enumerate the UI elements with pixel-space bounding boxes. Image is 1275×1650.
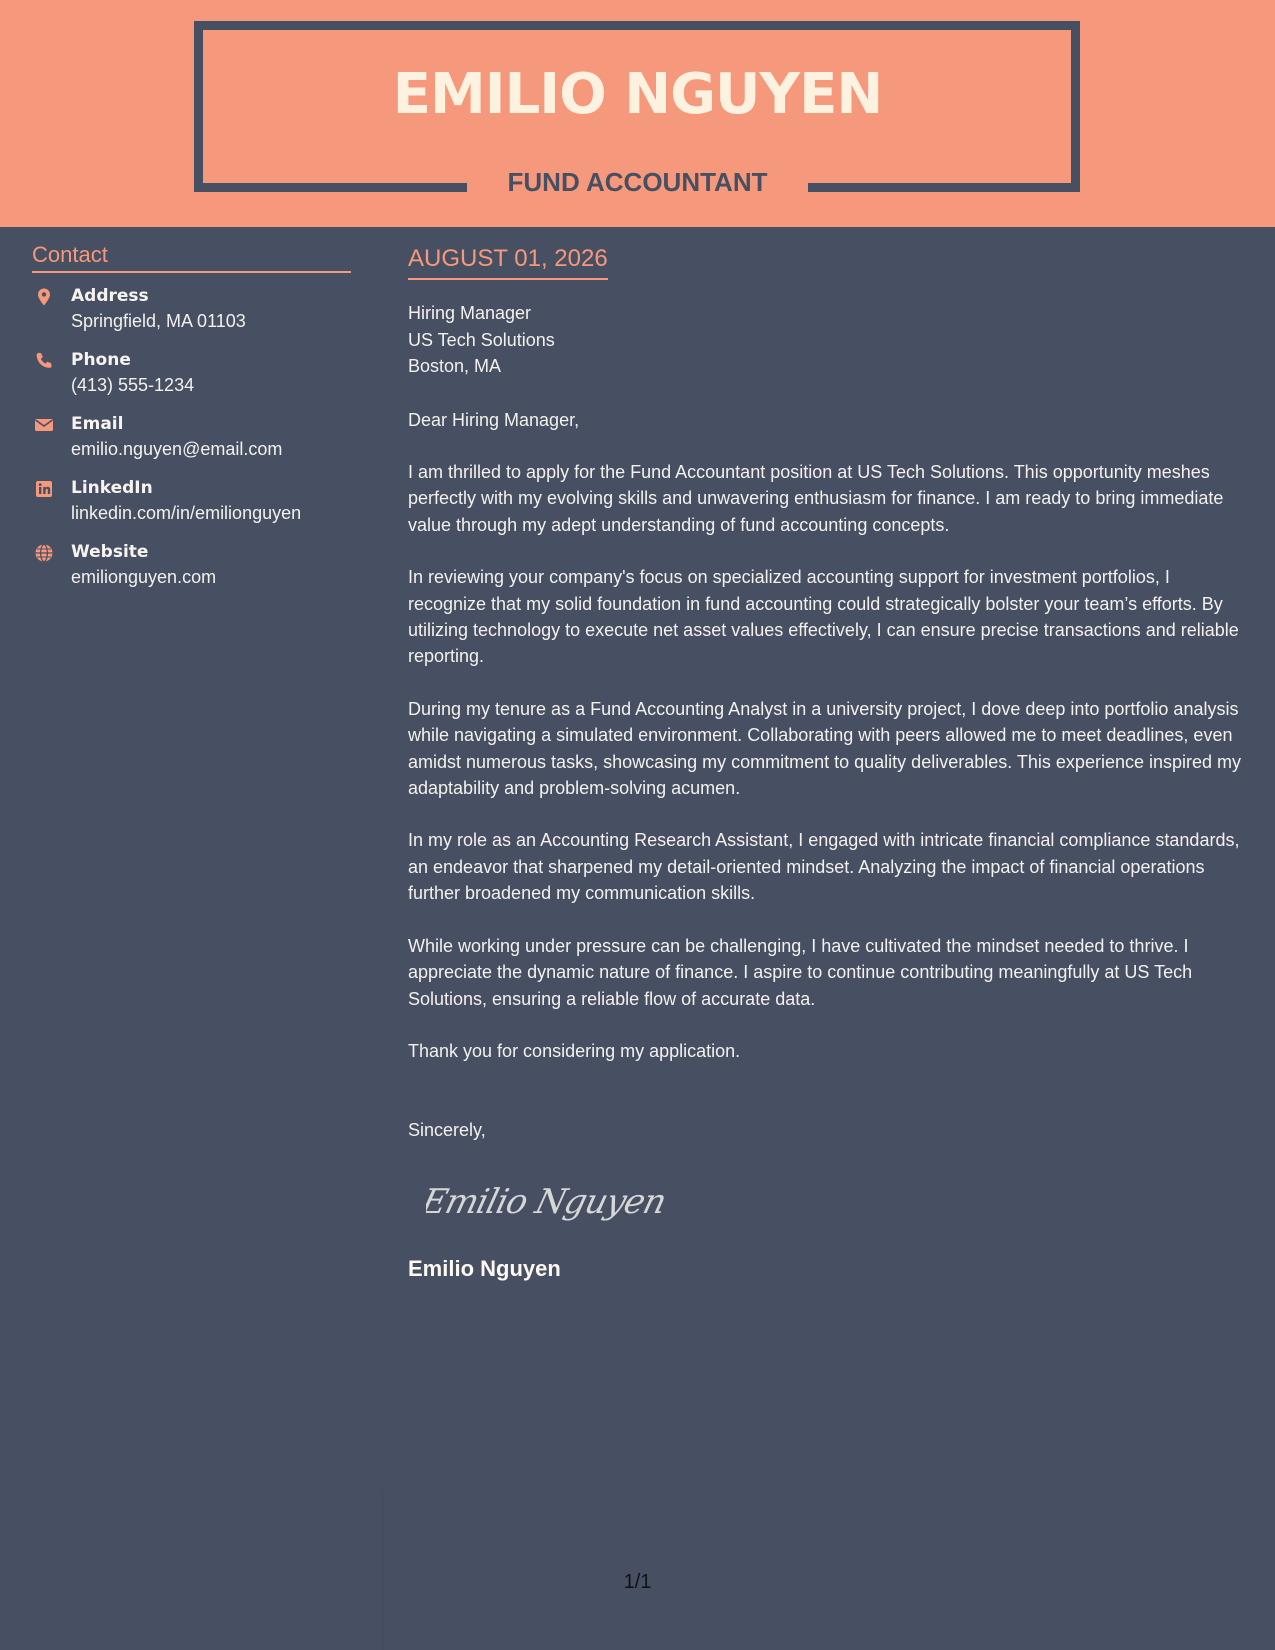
column-divider [382,1490,383,1650]
contact-value: Springfield, MA 01103 [71,311,246,331]
contact-address [32,285,351,333]
contact-email [32,413,351,461]
envelope-icon [34,415,54,435]
header-band [0,0,1275,227]
contact-phone [32,349,351,397]
contact-label: Address [71,286,149,306]
svg-text:Emilio Nguyen: Emilio Nguyen [426,1182,666,1223]
job-title: FUND ACCOUNTANT [507,167,768,197]
recipient-line: US Tech Solutions [408,329,555,350]
body-paragraph: Thank you for considering my application. [408,1040,741,1061]
body-paragraph: In reviewing your company's focus on specialized accounting support for investment portfolios, I recognize that my solid foundation in fund accounting could strategically bolster your team’s efforts. By utilizing technology to execute net asset values effectively, I can ensure precise transactions and reliable reporting. [408,567,1239,667]
page-number: 1/1 [623,1571,652,1593]
contact-label: Email [71,414,124,434]
body-paragraph: During my tenure as a Fund Accounting Analyst in a university project, I dove deep into portfolio analysis while navigating a simulated environment. Collaborating with peers allowed me to meet deadlines, even amidst numerous tasks, showcasing my commitment to quality deliverables. This experience inspired my adaptability and problem-solving acumen. [408,698,1242,799]
contact-value: (413) 555-1234 [71,375,195,395]
body-paragraph: I am thrilled to apply for the Fund Accountant position at US Tech Solutions. This opportunity meshes perfectly with my evolving skills and unwavering enthusiasm for finance. I am ready to bring immediate value through my adept understanding of fund accounting concepts. [408,462,1224,535]
contact-sidebar [32,242,351,605]
contact-label: Website [71,542,149,562]
contact-website [32,541,351,589]
location-pin-icon [34,287,54,307]
recipient-line: Hiring Manager [408,303,532,323]
handwritten-signature [426,1171,666,1231]
contact-label: Phone [71,350,131,370]
contact-value: linkedin.com/in/emilionguyen [71,503,302,523]
contact-value: emilio.nguyen@email.com [71,439,283,459]
contact-linkedin [32,477,351,525]
signer-name: Emilio Nguyen [408,1256,561,1282]
globe-icon [34,543,54,563]
recipient-block [408,300,1248,380]
contact-heading: Contact [32,242,351,273]
recipient-line: Boston, MA [408,356,502,376]
body-paragraph: While working under pressure can be challenging, I have cultivated the mindset needed to thrive. I appreciate the dynamic nature of finance. I aspire to continue contributing meaningfully at US Tech Solutions, ensuring a reliable flow of accurate data. [408,935,1193,1009]
linkedin-icon [34,479,54,499]
applicant-name: EMILIO NGUYEN [392,62,883,127]
letter-body [408,245,1248,1282]
phone-icon [34,351,54,371]
salutation: Dear Hiring Manager, [408,409,580,430]
closing: Sincerely, [408,1120,486,1141]
contact-label: LinkedIn [71,478,153,498]
letter-date: AUGUST 01, 2026 [408,245,608,280]
body-paragraph: In my role as an Accounting Research Assistant, I engaged with intricate financial compliance standards, an endeavor that sharpened my detail-oriented mindset. Analyzing the impact of financial operations further broadened my communication skills. [408,830,1240,904]
contact-value: emilionguyen.com [71,567,217,587]
